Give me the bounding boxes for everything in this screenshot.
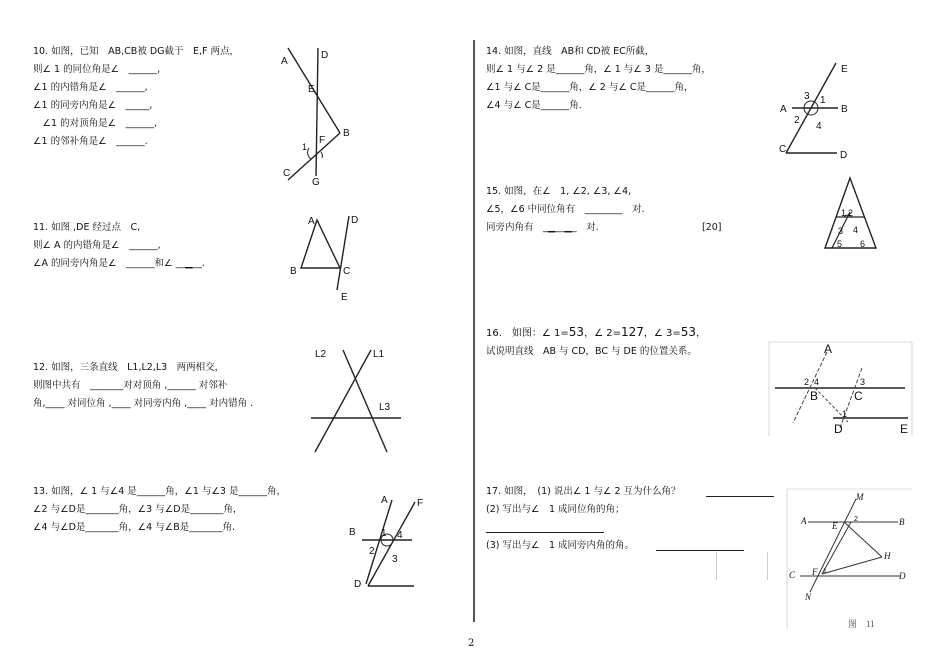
q16-label-c: C — [854, 389, 863, 403]
q14-label-a: A — [780, 104, 787, 115]
page-number: 2 — [468, 638, 475, 649]
q12-label-l1: L1 — [373, 349, 385, 360]
q11-label-d: D — [351, 215, 359, 226]
q13-label-f: F — [417, 498, 424, 509]
q17-line-2: (2) 写出与∠ 1 成同位角的角； — [486, 504, 625, 515]
q14-line-4: ∠4 与∠ C是______角. — [486, 100, 582, 111]
q15-line-2: ∠5，∠6 中同位角有 ________ 对. — [486, 204, 645, 215]
q10-line-5: ∠1 的对顶角是∠ ______, — [33, 118, 158, 129]
q16-figure — [768, 338, 916, 438]
q12-label-l3: L3 — [379, 402, 391, 413]
q17-answer-line-1 — [706, 496, 774, 497]
q12-figure — [305, 340, 405, 460]
q17-answer-line-3 — [656, 550, 744, 551]
q10-label-g: G — [312, 177, 320, 188]
q16-label-1: 1 — [842, 409, 848, 419]
q11-line-2: 则∠ A 的内错角是∠ ______, — [33, 240, 161, 251]
q16-label-e: E — [900, 422, 909, 436]
q13-label-b: B — [349, 527, 356, 538]
q16-line-2: 试说明直线 AB 与 CD，BC 与 DE 的位置关系。 — [486, 346, 697, 357]
q17-label-f: F — [812, 567, 818, 577]
column-divider — [473, 40, 475, 622]
q15-reference: [20] — [702, 222, 722, 233]
q11-figure — [285, 210, 360, 305]
q17-label-h: H — [884, 551, 891, 561]
q16-angle-2-value: 127 — [620, 325, 644, 339]
q10-label-e: E — [308, 84, 315, 95]
q14-label-b: B — [841, 104, 848, 115]
q13-label-2: 2 — [369, 546, 375, 557]
q13-label-d: D — [354, 579, 362, 590]
q13-label-a: A — [381, 495, 388, 506]
q13-line-1: 13. 如图，∠ 1 与∠4 是______角，∠1 与∠3 是______角， — [33, 486, 286, 497]
q11-label-e: E — [341, 292, 348, 303]
q16-label-a: A — [824, 342, 833, 356]
q17-answer-line-2 — [486, 532, 604, 533]
q13-label-3: 3 — [392, 554, 398, 565]
q16-angle-1-value: 53 — [568, 325, 585, 339]
q11-line-1: 11. 如图 ,DE 经过点 C, — [33, 222, 141, 233]
q10-line-4: ∠1 的同旁内角是∠ _____, — [33, 100, 153, 111]
q16-suffix: ， — [696, 328, 707, 339]
q12-line-3: 角,____ 对同位角 ,____ 对同旁内角 ,____ 对内错角 . — [33, 398, 254, 409]
q15-label-1: 1 — [841, 208, 847, 218]
q11-label-b: B — [290, 266, 297, 277]
q15-label-6: 6 — [860, 239, 866, 249]
q17-label-1: 1 — [823, 568, 827, 575]
q17-image-fragment — [716, 552, 768, 580]
q14-label-2: 2 — [794, 115, 800, 126]
q10-label-1: 1 — [302, 142, 308, 152]
q15-figure — [818, 172, 883, 252]
q12-line-2: 则图中共有 _______对对顶角 ,______ 对邻补 — [33, 380, 228, 391]
q10-label-f: F — [319, 135, 326, 146]
q10-figure — [278, 40, 358, 190]
q17-label-2: 2 — [854, 516, 858, 523]
q14-label-d: D — [840, 150, 848, 161]
q16-mid-2: ，∠ 3= — [643, 328, 681, 339]
q17-figure-caption: 图 11 — [848, 619, 875, 629]
q14-label-4: 4 — [816, 121, 822, 132]
q14-label-3: 3 — [804, 91, 810, 102]
q14-line-2: 则∠ 1 与∠ 2 是______角，∠ 1 与∠ 3 是______角， — [486, 64, 711, 75]
q11-label-a: A — [308, 216, 315, 227]
q15-label-4: 4 — [853, 225, 859, 235]
q13-line-3: ∠4 与∠D是_______角，∠4 与∠B是_______角. — [33, 522, 236, 533]
q10-line-6: ∠1 的邻补角是∠ ______. — [33, 136, 148, 147]
q13-label-4: 4 — [397, 530, 403, 541]
q15-line-3: 同旁内角有 _▁__▁_ 对. — [486, 222, 599, 233]
q17-label-d: D — [899, 571, 906, 581]
q13-line-2: ∠2 与∠D是_______角，∠3 与∠D是_______角， — [33, 504, 243, 515]
q17-label-e: E — [832, 521, 838, 531]
q10-line-2: 则∠ 1 的同位角是∠ ______, — [33, 64, 161, 75]
q16-label-4: 4 — [814, 377, 820, 387]
q14-label-c: C — [779, 144, 787, 155]
q15-label-3: 3 — [838, 226, 844, 236]
q15-label-5: 5 — [837, 239, 843, 249]
q10-line-1: 10. 如图，已知 AB,CB被 DG截于 E,F 两点， — [33, 46, 240, 57]
q17-figure — [786, 487, 914, 632]
q14-figure — [770, 55, 865, 165]
q16-label-3: 3 — [860, 377, 866, 387]
q13-figure — [340, 488, 430, 593]
q10-label-b: B — [343, 128, 350, 139]
q15-label-2: 2 — [848, 208, 854, 218]
q14-line-3: ∠1 与∠ C是______角，∠ 2 与∠ C是______角， — [486, 82, 694, 93]
q14-label-e: E — [841, 64, 848, 75]
q17-label-n: N — [805, 592, 812, 602]
q16-line-1 — [486, 326, 706, 340]
q10-label-d: D — [321, 50, 329, 61]
q12-label-l2: L2 — [315, 349, 327, 360]
q13-label-1: 1 — [381, 528, 387, 539]
q16-prefix: 16. 如图：∠ 1= — [486, 328, 569, 339]
q17-label-c: C — [789, 570, 796, 580]
q10-label-c: C — [283, 168, 291, 179]
q10-line-3: ∠1 的内错角是∠ ______, — [33, 82, 148, 93]
q16-mid-1: ，∠ 2= — [584, 328, 621, 339]
q11-label-c: C — [343, 266, 351, 277]
q14-label-1: 1 — [820, 95, 826, 106]
q15-line-1: 15. 如图，在∠ 1, ∠2, ∠3, ∠4, — [486, 186, 632, 197]
q12-line-1: 12. 如图，三条直线 L1,L2,L3 两两相交， — [33, 362, 225, 373]
q16-label-d: D — [834, 422, 843, 436]
q14-line-1: 14. 如图，直线 AB和 CD被 EC所截， — [486, 46, 655, 57]
q17-line-3: (3) 写出与∠ 1 成同旁内角的角。 — [486, 540, 635, 551]
q16-label-2: 2 — [804, 377, 810, 387]
q16-label-b: B — [810, 389, 819, 403]
q10-label-a: A — [281, 56, 288, 67]
q17-label-a: A — [801, 516, 807, 526]
q17-line-1: 17. 如图， (1) 说出∠ 1 与∠ 2 互为什么角？ — [486, 486, 681, 497]
q11-line-3: ∠A 的同旁内角是∠ ______和∠ __▁__. — [33, 258, 205, 269]
q17-label-b: B — [899, 517, 905, 527]
q17-label-m: M — [856, 492, 864, 502]
q16-angle-3-value: 53 — [680, 325, 697, 339]
